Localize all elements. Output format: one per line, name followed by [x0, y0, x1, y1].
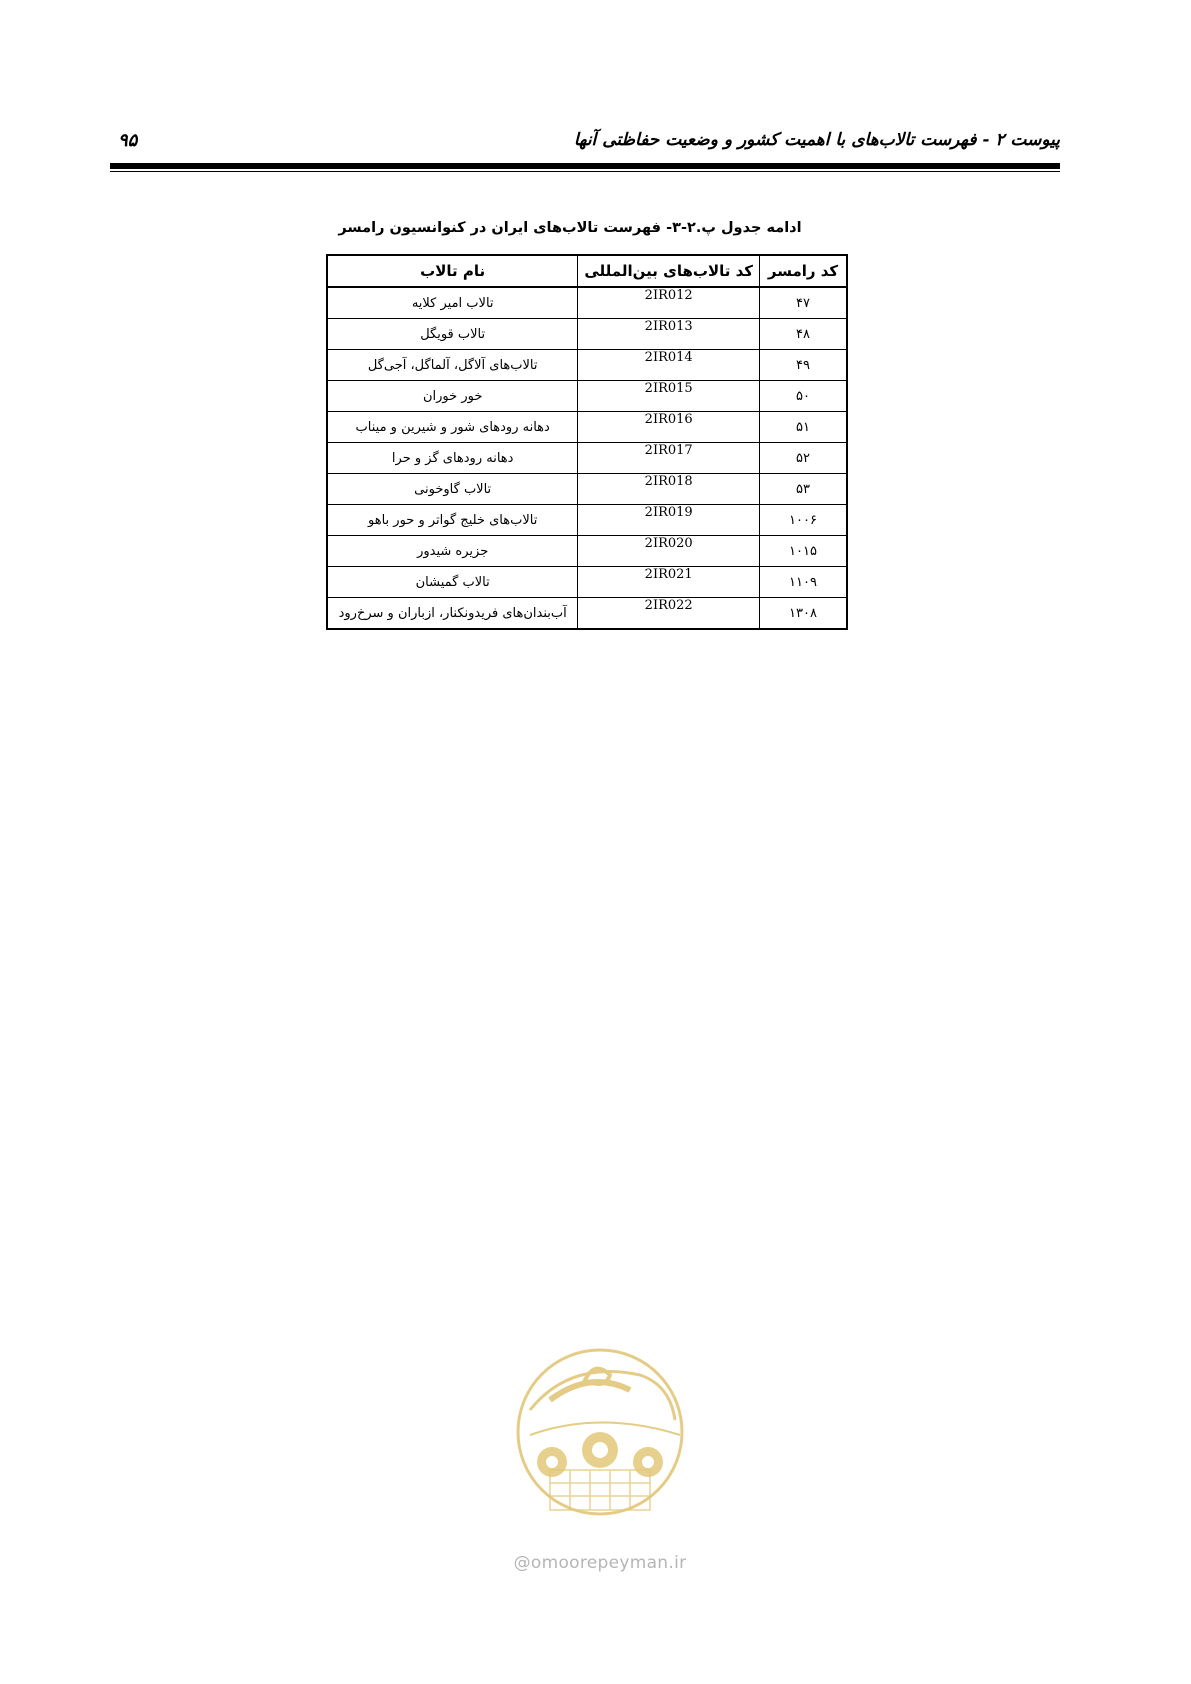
- wetlands-table: [326, 254, 848, 630]
- wetland-name-cell: دهانه رودهای گز و حرا: [327, 443, 578, 474]
- ramsar-code-cell: ۱۰۱۵: [760, 536, 848, 567]
- table-row: [327, 536, 847, 567]
- wetland-name-cell: تالاب قویگل: [327, 319, 578, 350]
- international-code-cell: 2IR014: [578, 350, 760, 381]
- international-code-cell: 2IR020: [578, 536, 760, 567]
- header-ramsar-code: کد رامسر: [760, 255, 848, 287]
- ramsar-code-cell: ۴۷: [760, 287, 848, 319]
- international-code-cell: 2IR017: [578, 443, 760, 474]
- international-code-cell: 2IR016: [578, 412, 760, 443]
- ramsar-code-cell: ۵۳: [760, 474, 848, 505]
- header-wetland-name: نام تالاب: [327, 255, 578, 287]
- wetland-name-cell: تالاب گاوخونی: [327, 474, 578, 505]
- wetland-name-cell: تالاب‌های آلاگل، آلماگل، آجی‌گل: [327, 350, 578, 381]
- wetland-name-cell: تالاب‌های خلیج گواتر و حور باهو: [327, 505, 578, 536]
- watermark-logo: [490, 1340, 710, 1520]
- wetland-name-cell: جزیره شیدور: [327, 536, 578, 567]
- table-row: [327, 567, 847, 598]
- international-code-cell: 2IR012: [578, 287, 760, 319]
- wetland-name-cell: آب‌بندان‌های فریدونکنار، ازباران و سرخ‌رود: [327, 598, 578, 630]
- page-number: ۹۵: [118, 130, 138, 151]
- ramsar-code-cell: ۱۱۰۹: [760, 567, 848, 598]
- international-code-cell: 2IR022: [578, 598, 760, 630]
- table-row: [327, 598, 847, 630]
- international-code-cell: 2IR019: [578, 505, 760, 536]
- table-row: [327, 381, 847, 412]
- table-caption: ادامه جدول پ.۲-۳- فهرست تالاب‌های ایران در کنوانسیون رامسر: [338, 220, 802, 236]
- header-international-code: کد تالاب‌های بین‌المللی: [578, 255, 760, 287]
- wetland-name-cell: تالاب امیر کلایه: [327, 287, 578, 319]
- ramsar-code-cell: ۵۱: [760, 412, 848, 443]
- header-rule: [110, 163, 1060, 169]
- page-header: [110, 122, 1060, 156]
- wetland-name-cell: دهانه رودهای شور و شیرین و میناب: [327, 412, 578, 443]
- watermark-url: @omoorepeyman.ir: [513, 1553, 687, 1573]
- international-code-cell: 2IR021: [578, 567, 760, 598]
- ramsar-code-cell: ۱۳۰۸: [760, 598, 848, 630]
- table-row: [327, 412, 847, 443]
- ramsar-code-cell: ۵۲: [760, 443, 848, 474]
- table-row: [327, 505, 847, 536]
- international-code-cell: 2IR013: [578, 319, 760, 350]
- ramsar-code-cell: ۴۸: [760, 319, 848, 350]
- ramsar-code-cell: ۱۰۰۶: [760, 505, 848, 536]
- table-row: [327, 474, 847, 505]
- running-title: پیوست ۲ - فهرست تالاب‌های با اهمیت کشور و وضعیت حفاظتی آنها: [573, 130, 1060, 150]
- table-row: [327, 287, 847, 319]
- wetland-name-cell: خور خوران: [327, 381, 578, 412]
- wetland-name-cell: تالاب گمیشان: [327, 567, 578, 598]
- international-code-cell: 2IR015: [578, 381, 760, 412]
- table-header-row: [327, 255, 847, 287]
- header-rule-thin: [110, 171, 1060, 172]
- ramsar-code-cell: ۵۰: [760, 381, 848, 412]
- table-row: [327, 350, 847, 381]
- international-code-cell: 2IR018: [578, 474, 760, 505]
- table-row: [327, 443, 847, 474]
- table-row: [327, 319, 847, 350]
- ramsar-code-cell: ۴۹: [760, 350, 848, 381]
